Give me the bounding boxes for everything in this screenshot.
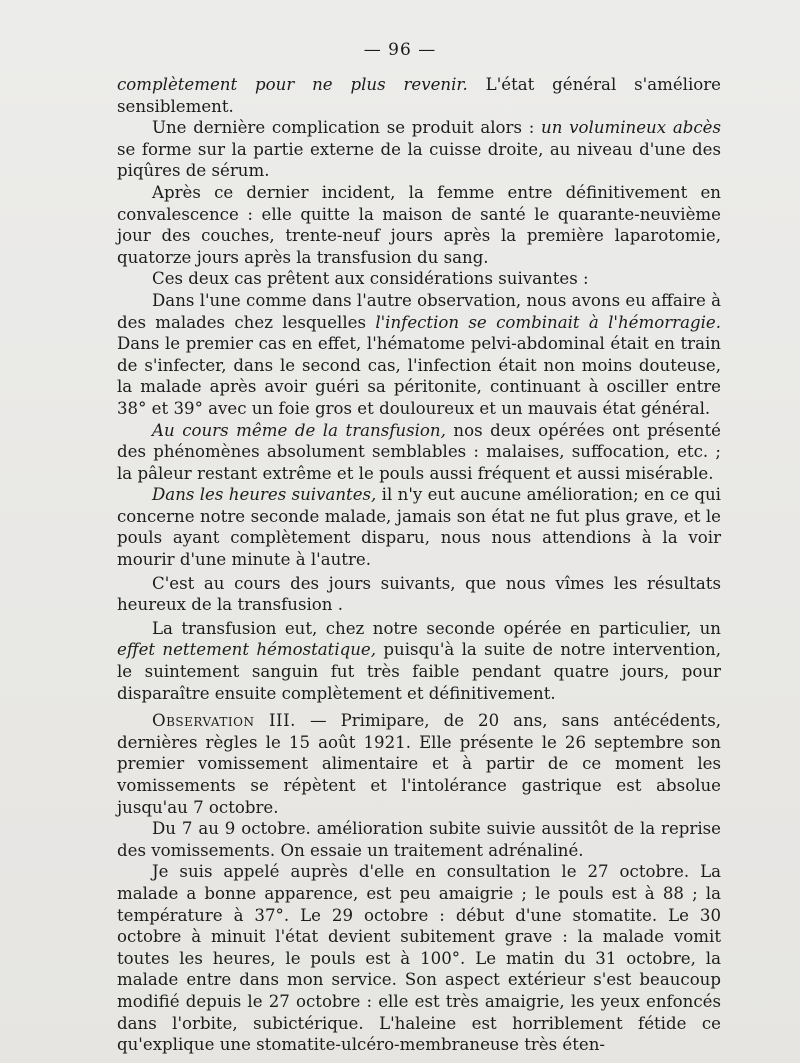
paragraph-text: Une dernière complication se produit alors : — [152, 118, 542, 138]
italic-phrase: Dans les heures suivantes, — [152, 485, 377, 505]
paragraph-text: Dans le premier cas en effet, l'hématome pelvi-abdominal était en train de s'infecter, dans le second cas, l'infection était non moins douteuse, la malade après avoir guéri sa péritonite, continuant à osciller entre 38° et 39° avec un foie gros et douloureux et un mauvais état général. — [117, 334, 721, 418]
paragraph-3: Après ce dernier incident, la femme entre définitivement en convalescence : elle quitte la maison de santé le quarante-neuvième jour des couches, trente-neuf jours après la première laparotomie, quatorze jours après la transfusion du sang. — [117, 182, 721, 267]
paragraph-text: L'état général s'améliore sensiblement. — [117, 75, 721, 116]
paragraph-5 — [117, 290, 721, 420]
paragraph-8: C'est au cours des jours suivants, que nous vîmes les résultats heureux de la transfusion . — [117, 573, 721, 615]
paragraph-text: — Primipare, de 20 ans, sans antécédents, dernières règles le 15 août 1921. Elle présente le 26 septembre son premier vomissement alimentaire et à partir de ce moment les vomissements se répètent et l'intolérance gastrique est absolue jusqu'au 7 octobre. — [117, 711, 721, 817]
paragraph-text: nos deux opérées ont présenté des phénomènes absolument semblables : malaises, suffocation, etc. ; la pâleur restant extrême et le pouls aussi fréquent et aussi misérable. — [117, 420, 722, 483]
italic-phrase: un volumineux abcès — [541, 118, 721, 138]
italic-phrase: complètement pour ne plus revenir. — [117, 75, 468, 94]
paragraph-10 — [117, 710, 721, 818]
paragraph-text: il n'y eut aucune amélioration; en ce qui concerne notre seconde malade, jamais son état ne fut plus grave, et le pouls ayant complètement disparu, nous nous attendions à la voir mourir d'une minute à l'autre. — [117, 485, 721, 570]
italic-phrase: effet nettement hémostatique, — [117, 640, 377, 660]
paragraph-text: puisqu'à la suite de notre intervention, le suintement sanguin fut très faible pendant quatre jours, pour disparaître ensuite complètement et définitivement. — [117, 640, 721, 703]
paragraph-7 — [117, 484, 721, 570]
paragraph-text: se forme sur la partie externe de la cuisse droite, au niveau d'une des piqûres de sérum. — [117, 139, 721, 181]
paragraph-1 — [117, 74, 721, 117]
page-body — [117, 74, 721, 1056]
paragraph-text: Dans l'une comme dans l'autre observation, nous avons eu affaire à des malades chez lesquelles — [117, 290, 721, 332]
paragraph-9 — [117, 618, 721, 704]
paragraph-text: La transfusion eut, chez notre seconde opérée en particulier, un — [152, 618, 721, 638]
paragraph-2 — [117, 117, 721, 182]
italic-phrase: Au cours même de la transfusion, — [152, 420, 446, 440]
paragraph-4: Ces deux cas prêtent aux considérations suivantes : — [152, 269, 589, 289]
paragraph-6 — [117, 420, 721, 485]
observation-label: Observation III. — [152, 711, 296, 731]
page-number: — 96 — — [363, 40, 437, 60]
italic-phrase: l'infection se combinait à l'hémorragie. — [375, 312, 721, 332]
paragraph-12: Je suis appelé auprès d'elle en consultation le 27 octobre. La malade a bonne apparence, est peu amaigrie ; le pouls est à 88 ; la température à 37°. Le 29 octobre : début d'une stomatite. Le 30 octobre à minuit l'état devient subitement grave : la malade vomit toutes les heures, le pouls est à 100°. Le matin du 31 octobre, la malade entre dans mon service. Son aspect extérieur s'est beaucoup modifié depuis le 27 octobre : elle est très amaigrie, les yeux enfoncés dans l'orbite, subictérique. L'haleine est horriblement fétide ce qu'explique une stomatite-ulcéro-membraneuse très éten- — [117, 862, 721, 1055]
paragraph-11: Du 7 au 9 octobre. amélioration subite suivie aussitôt de la reprise des vomissements. On essaie un traitement adrénaliné. — [117, 819, 721, 860]
